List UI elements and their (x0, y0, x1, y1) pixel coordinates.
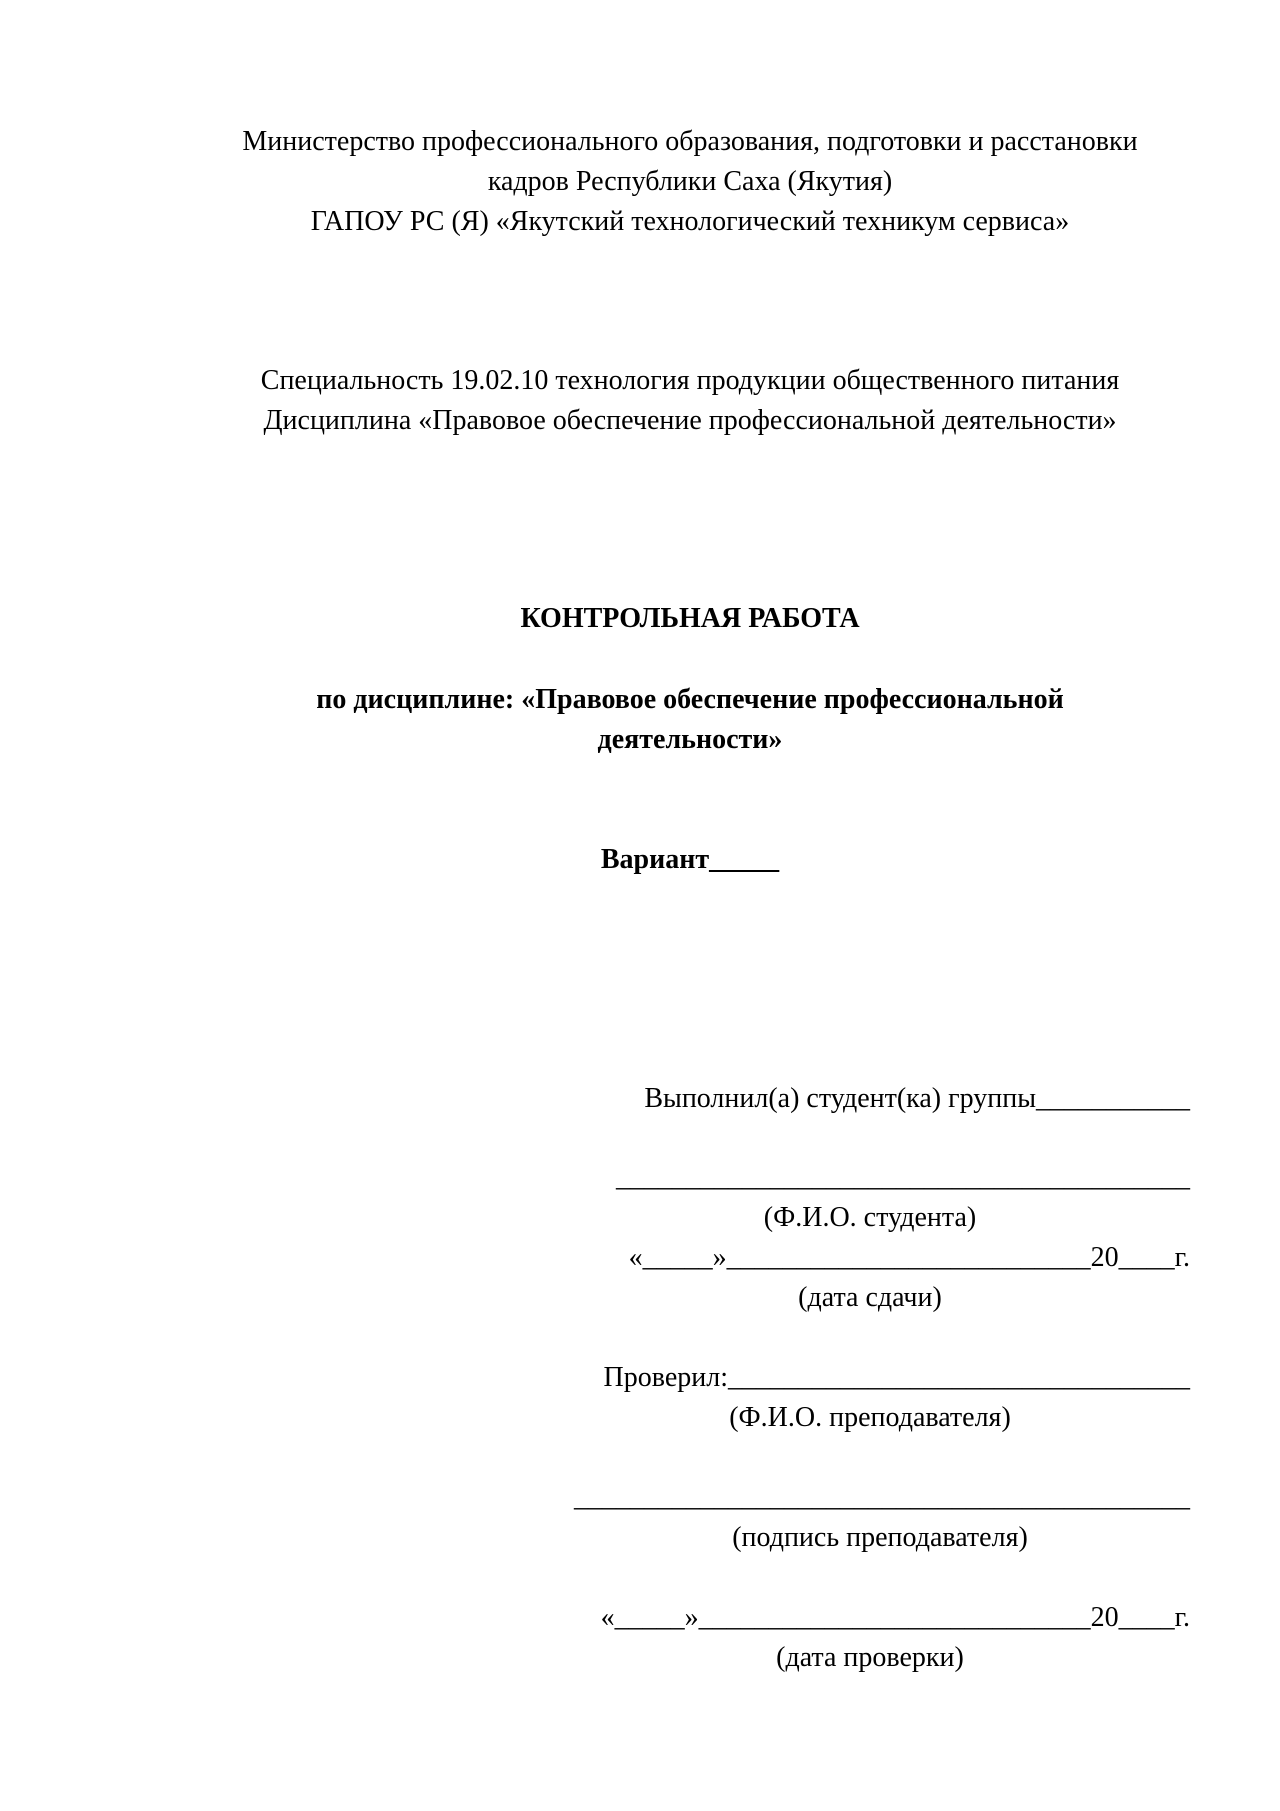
check-date-line: «_____»____________________________20____г. (600, 1602, 1190, 1633)
student-name-line: _________________________________________ (616, 1162, 1190, 1193)
student-name-caption: (Ф.И.О. студента) (763, 1202, 977, 1233)
check-date-caption: (дата проверки) (776, 1642, 964, 1673)
specialty-line: Специальность 19.02.10 технология продукции общественного питания (260, 365, 1120, 396)
institution-name: ГАПОУ РС (Я) «Якутский технологический техникум сервиса» (310, 206, 1070, 237)
ministry-line-2: кадров Республики Саха (Якутия) (487, 166, 893, 197)
subtitle-line-2: деятельности» (597, 724, 783, 755)
checked-by-field: Проверил:_________________________________ (603, 1362, 1190, 1393)
student-group-field: Выполнил(а) студент(ка) группы___________ (644, 1083, 1190, 1114)
submit-date-line: «_____»__________________________20____г. (628, 1242, 1190, 1273)
teacher-name-caption: (Ф.И.О. преподавателя) (729, 1402, 1011, 1433)
discipline-line: Дисциплина «Правовое обеспечение профессиональной деятельности» (263, 405, 1117, 436)
ministry-line-1: Министерство профессионального образования, подготовки и расстановки (242, 126, 1138, 157)
document-title: КОНТРОЛЬНАЯ РАБОТА (520, 603, 860, 634)
teacher-signature-caption: (подпись преподавателя) (732, 1522, 1028, 1553)
submit-date-caption: (дата сдачи) (798, 1282, 942, 1313)
subtitle-line-1: по дисциплине: «Правовое обеспечение профессиональной (316, 684, 1064, 715)
variant-field: Вариант_____ (600, 844, 780, 875)
teacher-signature-line: ____________________________________________ (574, 1482, 1190, 1513)
